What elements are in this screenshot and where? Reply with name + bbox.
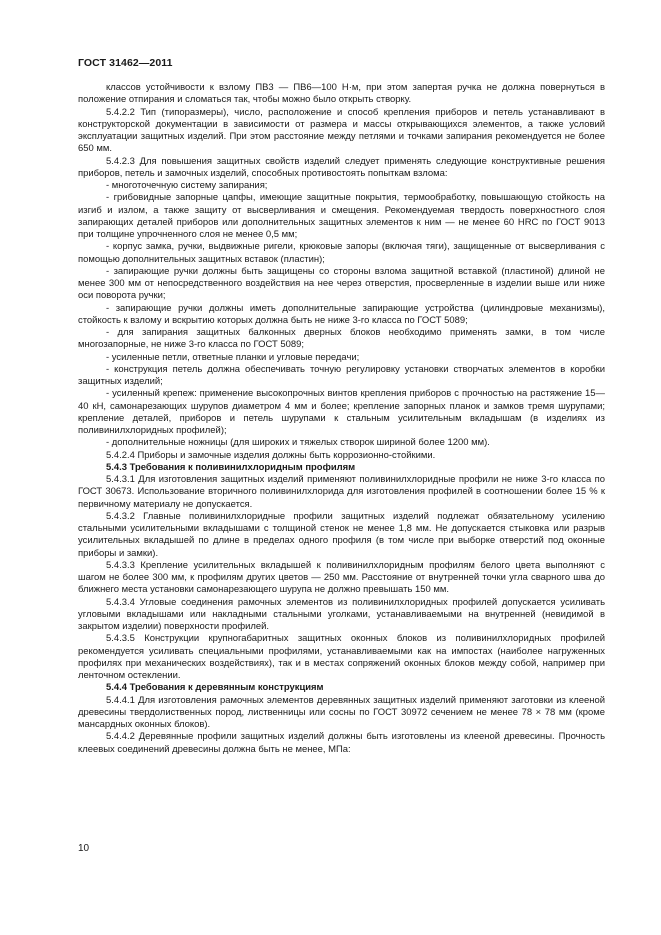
paragraph-5-4-3-3: 5.4.3.3 Крепление усилительных вкладышей к поливинилхлоридным профилям белого цвета выполняют с шагом не более 300 мм, к профилям других цветов — 250 мм. Расстояние от внутренней точки угла сварного шва до ближнего места установки самонарезающего шурупа не должно превышать 150 мм. (78, 559, 605, 596)
section-heading-5-4-4: 5.4.4 Требования к деревянным конструкциям (106, 682, 324, 694)
paragraph-5-4-2-2: 5.4.2.2 Тип (типоразмеры), число, расположение и способ крепления приборов и петель устанавливают в конструкторской документации в зависимости от размера и массы открывающихся элементов, а также условий эксплуатации защитных изделий. При этом расстояние между петлями и точками запирания рекомендуется не более 650 мм. (78, 106, 605, 155)
paragraph-5-4-3-1: 5.4.3.1 Для изготовления защитных изделий применяют поливинилхлоридные профили не ниже 3-го класса по ГОСТ 30673. Использование вторичного поливинилхлорида для изготовления профилей в соотношении более 15 % к первичному материалу не допускается. (78, 474, 605, 510)
document-body (78, 82, 605, 756)
paragraph-5-4-2-3: 5.4.2.3 Для повышения защитных свойств изделий следует применять следующие конструктивные решения приборов, петель и замочных изделий, способных противостоять попыткам взлома: (78, 155, 605, 179)
document-header: ГОСТ 31462—2011 (78, 57, 173, 69)
paragraph-5-4-2-4: 5.4.2.4 Приборы и замочные изделия должны быть коррозионно-стойкими. (106, 449, 436, 461)
list-item: - корпус замка, ручки, выдвижные ригели, крюковые запоры (включая тяги), защищенные от высверливания с помощью дополнительных защитных вставок (пластин); (78, 241, 605, 265)
list-item: - многоточечную систему запирания; (106, 180, 268, 191)
paragraph-5-4-3-5: 5.4.3.5 Конструкции крупногабаритных защитных оконных блоков из поливинилхлоридных профилей рекомендуется усиливать специальными профилями, устанавливаемыми как на импостах (наиболее нагруженных профилях при механических воздействиях), так и в местах сопряжений оконных блоков между собой, например при ленточном остеклении. (78, 633, 605, 681)
list-item: - запирающие ручки должны быть защищены со стороны взлома защитной вставкой (пластиной) длиной не менее 300 мм от непосредственного воздействия на нее через отверстия, просверленные в изделии выше или ниже оси поворота ручки; (78, 265, 605, 302)
paragraph-5-4-3-4: 5.4.3.4 Угловые соединения рамочных элементов из поливинилхлоридных профилей допускается усиливать угловыми вкладышами или накладными стальными уголками, устанавливаемыми на внутренней (невидимой в закрытом изделии) поверхности профилей. (78, 596, 605, 632)
paragraph-5-4-4-1: 5.4.4.1 Для изготовления рамочных элементов деревянных защитных изделий применяют заготовки из клееной древесины твердолиственных пород, лиственницы или сосны по ГОСТ 30972 сечением не менее 78 × 78 мм (кроме мансардных оконных блоков). (78, 694, 605, 730)
paragraph-continuation: классов устойчивости к взлому ПВ3 — ПВ6—100 Н·м, при этом запертая ручка не должна повернуться в положение отпирания и сломаться так, чтобы можно было открыть створку. (78, 82, 605, 106)
list-item: - запирающие ручки должны иметь дополнительные запирающие устройства (цилиндровые механизмы), стойкость к взлому и вскрытию которых должна быть не ниже 3-го класса по ГОСТ 5089; (78, 302, 605, 326)
list-item: - грибовидные запорные цапфы, имеющие защитные покрытия, термообработку, повышающую стойкость на изгиб и излом, а также защиту от высверливания и смещения. Рекомендуемая твердость поверхностного слоя запирающих деталей приборов или дополнительных защитных элементов к ним — не менее 60 HRC по ГОСТ 9013 при толщине упрочненного слоя не менее 0,5 мм; (78, 192, 605, 240)
section-heading-5-4-3: 5.4.3 Требования к поливинилхлоридным профилям (106, 461, 356, 473)
paragraph-5-4-3-2: 5.4.3.2 Главные поливинилхлоридные профили защитных изделий подлежат обязательному усилению стальными усилительными вкладышами с толщиной стенок не менее 1,8 мм. Не допускается стыковка или разрыв усилительных вкладышей по длине в пределах одного профиля (в том числе при выборке отверстий под оконные приборы и замки). (78, 510, 605, 559)
page-number: 10 (78, 843, 90, 854)
list-item: - усиленный крепеж: применение высокопрочных винтов крепления приборов с прочностью на растяжение 15—40 кН, самонарезающих шурупов диаметром 4 мм и более; крепление запорных планок и замков тремя шурупами; крепление деталей, приборов и петель шурупами к стальным усилительным вкладышам (в изделиях из поливинилхлоридных профилей); (78, 388, 605, 436)
paragraph-5-4-4-2: 5.4.4.2 Деревянные профили защитных изделий должны быть изготовлены из клееной древесины. Прочность клеевых соединений древесины должна быть не менее, МПа: (78, 731, 605, 755)
list-item: - дополнительные ножницы (для широких и тяжелых створок шириной более 1200 мм). (106, 437, 490, 449)
list-item: - для запирания защитных балконных дверных блоков необходимо применять замки, в том числе многозапорные, не ниже 3-го класса по ГОСТ 5089; (78, 327, 605, 351)
list-item: - конструкция петель должна обеспечивать точную регулировку установки створчатых элементов в коробки защитных изделий; (78, 363, 605, 387)
list-item: - усиленные петли, ответные планки и угловые передачи; (106, 351, 360, 363)
